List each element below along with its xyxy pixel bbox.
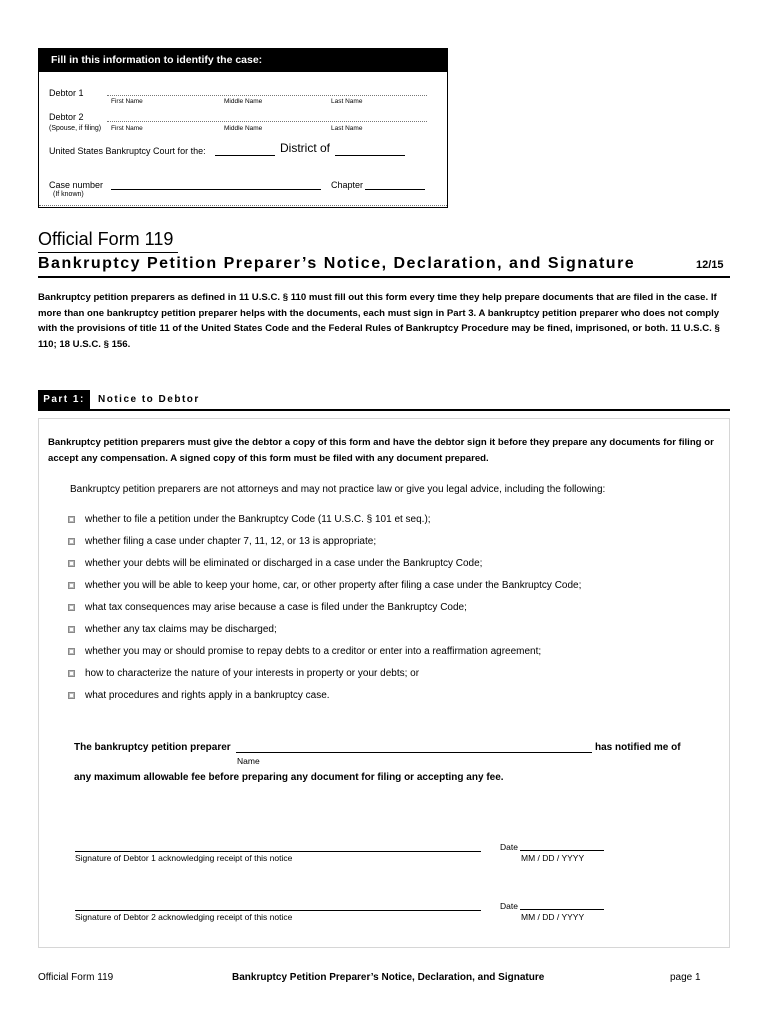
case-number-field[interactable]	[111, 189, 321, 190]
district-field[interactable]	[335, 155, 405, 156]
debtor1-name-field[interactable]	[107, 95, 427, 96]
list-item	[68, 512, 581, 534]
preparer-lead-text: The bankruptcy petition preparer	[74, 742, 231, 753]
list-item-text: what procedures and rights apply in a bankruptcy case.	[85, 690, 330, 701]
chapter-field[interactable]	[365, 189, 425, 190]
debtor1-signature-label: Signature of Debtor 1 acknowledging receipt of this notice	[75, 853, 293, 863]
debtor2-signature-label: Signature of Debtor 2 acknowledging receipt of this notice	[75, 912, 293, 922]
debtor1-last-name-label: Last Name	[331, 98, 363, 105]
bullet-square-icon	[68, 560, 75, 567]
notice-bold-paragraph: Bankruptcy petition preparers must give the debtor a copy of this form and have the debtor sign it before they prepare any documents for filing or accept any compensation. A signed copy of this form must be filed with any document prepared.	[48, 437, 714, 464]
footer-form-name: Official Form 119	[38, 972, 114, 983]
notice-lead-text: Bankruptcy petition preparers are not attorneys and may not practice law or give you legal advice, including the following:	[70, 484, 606, 495]
court-field[interactable]	[215, 155, 275, 156]
case-number-sublabel: (If known)	[53, 191, 84, 198]
list-item-text: whether to file a petition under the Bankruptcy Code (11 U.S.C. § 101 et seq.);	[85, 514, 431, 525]
preparer-tail-text: has notified me of	[595, 742, 681, 753]
bullet-square-icon	[68, 648, 75, 655]
debtor2-name-field[interactable]	[107, 121, 427, 122]
debtor1-label: Debtor 1	[49, 88, 84, 98]
form-title: Official Form 119	[38, 229, 174, 249]
debtor2-first-name-label: First Name	[111, 125, 143, 132]
form-subtitle: Bankruptcy Petition Preparer’s Notice, Declaration, and Signature	[38, 255, 636, 272]
part1-tag: Part 1:	[38, 390, 90, 410]
preparer-name-label: Name	[237, 756, 260, 766]
list-item-text: whether any tax claims may be discharged;	[85, 624, 277, 635]
bullet-square-icon	[68, 516, 75, 523]
fee-notice-text: any maximum allowable fee before preparing any document for filing or accepting any fee.	[74, 772, 504, 783]
footer-page-number: page 1	[670, 972, 701, 983]
court-label: United States Bankruptcy Court for the:	[49, 146, 206, 156]
bullet-square-icon	[68, 538, 75, 545]
list-item-text: whether filing a case under chapter 7, 11, 12, or 13 is appropriate;	[85, 536, 377, 547]
debtor2-date-label: Date	[500, 901, 518, 911]
list-item	[68, 622, 581, 644]
list-item	[68, 578, 581, 600]
form-revision-date: 12/15	[696, 259, 724, 271]
prohibited-advice-list	[68, 512, 581, 710]
debtor2-middle-name-label: Middle Name	[224, 125, 263, 132]
debtor1-middle-name-label: Middle Name	[224, 98, 263, 105]
preparer-name-field[interactable]	[236, 752, 592, 753]
debtor2-date-field[interactable]	[520, 909, 604, 910]
list-item-text: whether you may or should promise to repay debts to a creditor or enter into a reaffirmation agreement;	[85, 646, 542, 657]
list-item	[68, 688, 581, 710]
bullet-square-icon	[68, 670, 75, 677]
case-info-header: Fill in this information to identify the case:	[39, 49, 447, 72]
case-number-label: Case number	[49, 180, 104, 190]
debtor2-sublabel: (Spouse, if filing)	[49, 125, 102, 132]
debtor2-last-name-label: Last Name	[331, 125, 363, 132]
chapter-label: Chapter	[331, 180, 364, 190]
debtor2-label: Debtor 2	[49, 112, 84, 122]
debtor1-date-format: MM / DD / YYYY	[521, 853, 585, 863]
list-item-text: whether you will be able to keep your home, car, or other property after filing a case under the Bankruptcy Code;	[85, 580, 582, 591]
list-item	[68, 644, 581, 666]
list-item-text: what tax consequences may arise because a case is filed under the Bankruptcy Code;	[85, 602, 467, 613]
debtor2-date-format: MM / DD / YYYY	[521, 912, 585, 922]
list-item-text: how to characterize the nature of your interests in property or your debts; or	[85, 668, 420, 679]
footer-form-title: Bankruptcy Petition Preparer’s Notice, Declaration, and Signature	[232, 972, 545, 983]
debtor1-date-field[interactable]	[520, 850, 604, 851]
subtitle-rule	[38, 276, 730, 278]
case-box-bottom-rule	[39, 205, 447, 206]
title-rule	[38, 252, 178, 253]
debtor1-date-label: Date	[500, 842, 518, 852]
debtor1-signature-field[interactable]	[75, 851, 481, 852]
district-label: District of	[280, 141, 331, 155]
list-item	[68, 600, 581, 622]
intro-paragraph: Bankruptcy petition preparers as defined in 11 U.S.C. § 110 must fill out this form every time they help prepare documents that are filed in the case. If more than one bankruptcy petition preparer helps with the documents, each must sign in Part 3. A bankruptcy petition preparer who does not comply with the provisions of title 11 of the United States Code and the Federal Rules of Bankruptcy Procedure may be fined, imprisoned, or both. 11 U.S.C. § 110; 18 U.S.C. § 156.	[38, 292, 720, 350]
list-item	[68, 666, 581, 688]
bullet-square-icon	[68, 604, 75, 611]
case-info-box	[38, 48, 448, 208]
list-item-text: whether your debts will be eliminated or discharged in a case under the Bankruptcy Code;	[85, 558, 483, 569]
list-item	[68, 534, 581, 556]
part1-rule	[38, 409, 730, 411]
bullet-square-icon	[68, 626, 75, 633]
bullet-square-icon	[68, 692, 75, 699]
bullet-square-icon	[68, 582, 75, 589]
part1-title: Notice to Debtor	[98, 394, 200, 405]
debtor1-first-name-label: First Name	[111, 98, 143, 105]
debtor2-signature-field[interactable]	[75, 910, 481, 911]
list-item	[68, 556, 581, 578]
